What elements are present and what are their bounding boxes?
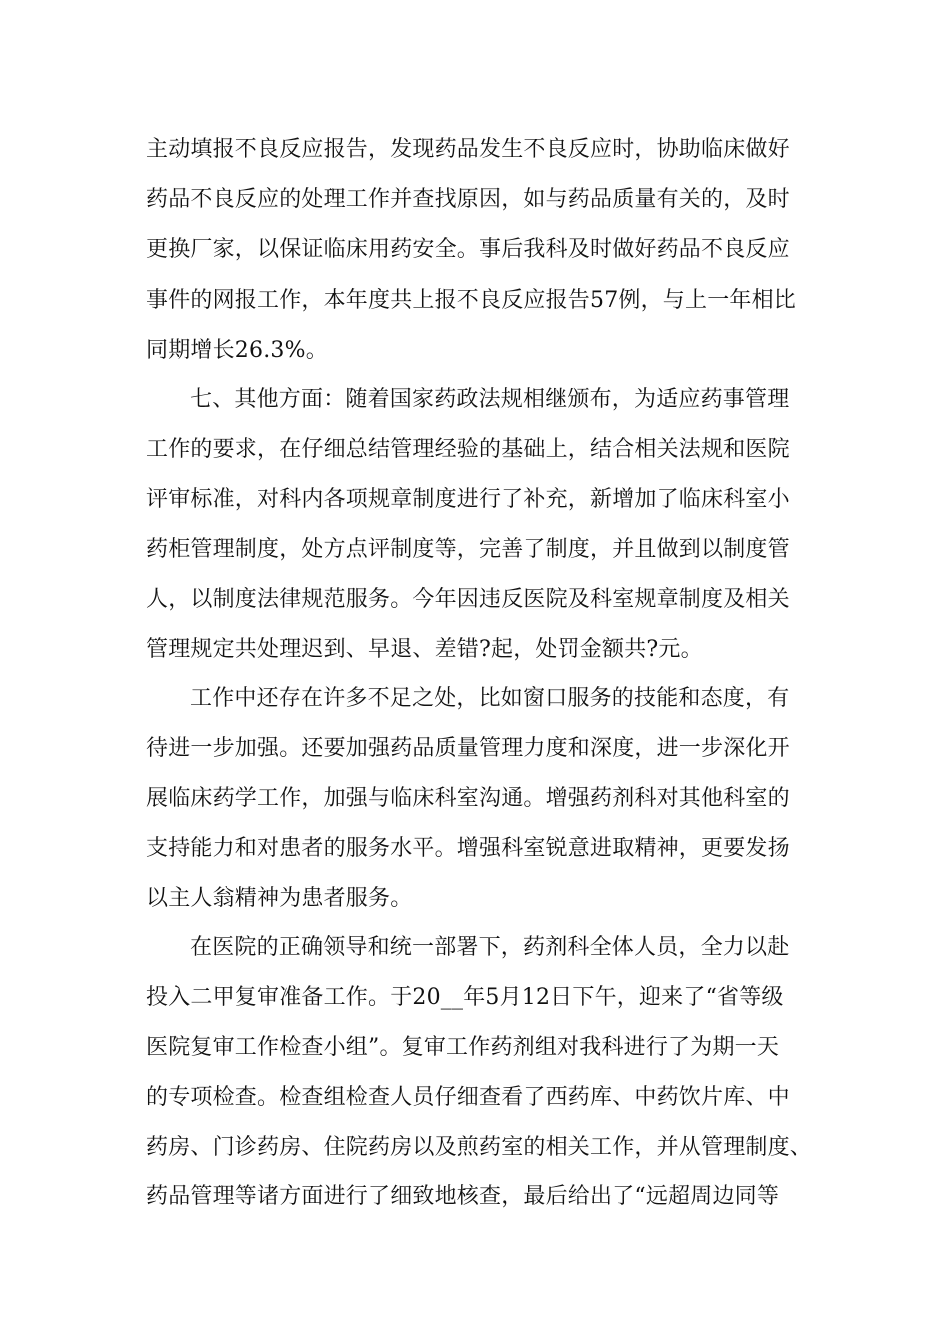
text-line: 药房、门诊药房、住院药房以及煎药室的相关工作，并从管理制度、 bbox=[146, 1135, 813, 1160]
text-line: 待进一步加强。还要加强药品质量管理力度和深度，进一步深化开 bbox=[146, 736, 790, 761]
text-line: 工作的要求，在仔细总结管理经验的基础上，结合相关法规和医院 bbox=[146, 437, 790, 462]
text-line: 工作中还存在许多不足之处，比如窗口服务的技能和态度，有 bbox=[190, 686, 790, 711]
text-line: 医院复审工作检查小组”。复审工作药剂组对我科进行了为期一天 bbox=[146, 1035, 780, 1060]
text-line: 管理规定共处理迟到、早退、差错?起，处罚金额共?元。 bbox=[146, 637, 703, 662]
text-line: 七、其他方面：随着国家药政法规相继颁布，为适应药事管理 bbox=[190, 387, 790, 412]
text-line: 药柜管理制度，处方点评制度等，完善了制度，并且做到以制度管 bbox=[146, 537, 790, 562]
text-line: 以主人翁精神为患者服务。 bbox=[146, 886, 413, 911]
text-line: 药品管理等诸方面进行了细致地核查，最后给出了“远超周边同等 bbox=[146, 1184, 780, 1209]
text-line: 在医院的正确领导和统一部署下，药剂科全体人员，全力以赴 bbox=[190, 935, 790, 960]
text-line: 投入二甲复审准备工作。于20__年5月12日下午，迎来了“省等级 bbox=[146, 985, 784, 1010]
text-line: 更换厂家，以保证临床用药安全。事后我科及时做好药品不良反应 bbox=[146, 237, 790, 262]
text-line: 主动填报不良反应报告，发现药品发生不良反应时，协助临床做好 bbox=[146, 137, 790, 162]
text-line: 人，以制度法律规范服务。今年因违反医院及科室规章制度及相关 bbox=[146, 587, 790, 612]
text-line: 同期增长26.3%。 bbox=[146, 338, 328, 363]
text-line: 事件的网报工作，本年度共上报不良反应报告57例，与上一年相比 bbox=[146, 288, 796, 313]
text-line: 评审标准，对科内各项规章制度进行了补充，新增加了临床科室小 bbox=[146, 487, 790, 512]
text-line: 药品不良反应的处理工作并查找原因，如与药品质量有关的，及时 bbox=[146, 187, 790, 212]
text-line: 展临床药学工作，加强与临床科室沟通。增强药剂科对其他科室的 bbox=[146, 786, 790, 811]
text-line: 支持能力和对患者的服务水平。增强科室锐意进取精神，更要发扬 bbox=[146, 836, 790, 861]
text-line: 的专项检查。检查组检查人员仔细查看了西药库、中药饮片库、中 bbox=[146, 1085, 790, 1110]
